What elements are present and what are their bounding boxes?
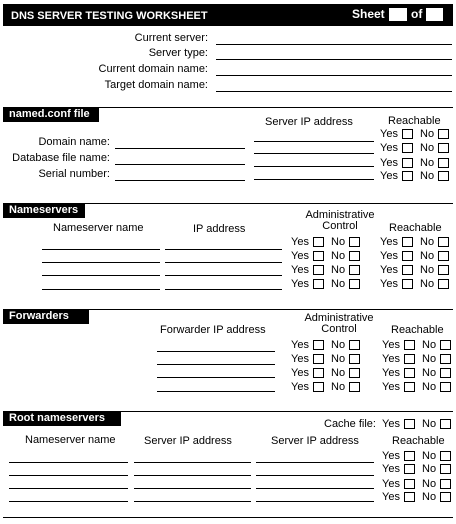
- yes-checkbox[interactable]: [404, 419, 415, 429]
- ip-header: IP address: [193, 223, 246, 235]
- yes-checkbox[interactable]: [404, 368, 415, 378]
- yes-label: Yes: [380, 236, 398, 248]
- root-ns-name-header: Nameserver name: [25, 434, 116, 446]
- yes-checkbox[interactable]: [404, 354, 415, 364]
- ns-ip-field[interactable]: [165, 275, 282, 276]
- yes-checkbox[interactable]: [402, 143, 413, 153]
- yes-checkbox[interactable]: [404, 340, 415, 350]
- no-label: No: [331, 236, 346, 248]
- server-ip-field[interactable]: [254, 141, 374, 142]
- root-ns-name-field[interactable]: [9, 488, 128, 489]
- server-ip-field[interactable]: [254, 179, 374, 180]
- sheet-total-field[interactable]: [426, 8, 443, 21]
- no-checkbox[interactable]: [349, 237, 360, 247]
- yes-label: Yes: [380, 250, 398, 262]
- no-checkbox[interactable]: [440, 419, 451, 429]
- admin-control-header-2: Control: [321, 323, 357, 335]
- no-checkbox[interactable]: [440, 340, 451, 350]
- ns-ip-field[interactable]: [165, 289, 282, 290]
- yes-label: Yes: [380, 142, 398, 154]
- no-label: No: [422, 450, 437, 462]
- yes-checkbox[interactable]: [404, 492, 415, 502]
- ns-name-field[interactable]: [42, 275, 160, 276]
- no-checkbox[interactable]: [349, 340, 360, 350]
- yes-checkbox[interactable]: [313, 368, 324, 378]
- no-checkbox[interactable]: [349, 354, 360, 364]
- no-label: No: [422, 491, 437, 503]
- ns-ip-field[interactable]: [165, 249, 282, 250]
- yes-label: Yes: [291, 353, 309, 365]
- no-label: No: [331, 339, 346, 351]
- reachable-header: Reachable: [391, 324, 444, 336]
- ns-name-header: Nameserver name: [53, 222, 144, 234]
- yes-label: Yes: [382, 339, 400, 351]
- reachable-header: Reachable: [392, 435, 445, 447]
- yes-label: Yes: [380, 128, 398, 140]
- yes-checkbox[interactable]: [402, 171, 413, 181]
- no-checkbox[interactable]: [349, 368, 360, 378]
- yes-label: Yes: [291, 250, 309, 262]
- reachable-header: Reachable: [389, 222, 442, 234]
- forwarder-ip-field[interactable]: [157, 391, 275, 392]
- reachable-header: Reachable: [388, 115, 441, 127]
- no-checkbox[interactable]: [349, 279, 360, 289]
- forwarder-ip-field[interactable]: [157, 364, 275, 365]
- no-checkbox[interactable]: [438, 129, 449, 139]
- forwarder-ip-header: Forwarder IP address: [160, 324, 266, 336]
- serial-label: Serial number:: [38, 168, 110, 180]
- yes-checkbox[interactable]: [404, 479, 415, 489]
- yes-label: Yes: [382, 367, 400, 379]
- yes-label: Yes: [382, 353, 400, 365]
- root-server-ip-field[interactable]: [134, 501, 251, 502]
- forwarder-ip-field[interactable]: [157, 351, 275, 352]
- no-label: No: [420, 250, 435, 262]
- no-checkbox[interactable]: [440, 354, 451, 364]
- yes-label: Yes: [291, 236, 309, 248]
- no-checkbox[interactable]: [440, 451, 451, 461]
- root-nameservers-title: Root nameservers: [3, 411, 121, 426]
- domain-name-field[interactable]: [115, 148, 245, 149]
- no-label: No: [331, 278, 346, 290]
- no-label: No: [420, 128, 435, 140]
- admin-control-header-1: Administrative: [305, 209, 375, 221]
- yes-checkbox[interactable]: [313, 237, 324, 247]
- yes-label: Yes: [291, 381, 309, 393]
- serial-field[interactable]: [115, 180, 245, 181]
- sheet-number-field[interactable]: [389, 8, 407, 21]
- yes-label: Yes: [380, 170, 398, 182]
- no-label: No: [331, 367, 346, 379]
- yes-checkbox[interactable]: [313, 354, 324, 364]
- named-conf-title: named.conf file: [3, 107, 99, 122]
- no-label: No: [422, 478, 437, 490]
- no-label: No: [422, 418, 437, 430]
- current-domain-field[interactable]: [216, 75, 452, 76]
- no-label: No: [331, 353, 346, 365]
- server-ip-field[interactable]: [254, 153, 374, 154]
- yes-label: Yes: [291, 278, 309, 290]
- target-domain-field[interactable]: [216, 91, 452, 92]
- yes-checkbox[interactable]: [402, 279, 413, 289]
- no-checkbox[interactable]: [438, 158, 449, 168]
- no-checkbox[interactable]: [440, 479, 451, 489]
- current-domain-label: Current domain name:: [98, 63, 208, 75]
- yes-checkbox[interactable]: [313, 382, 324, 392]
- no-label: No: [422, 463, 437, 475]
- forwarders-title: Forwarders: [3, 309, 89, 324]
- server-ip-header: Server IP address: [265, 116, 353, 128]
- no-checkbox[interactable]: [440, 368, 451, 378]
- sheet-label: Sheet: [352, 7, 385, 21]
- yes-checkbox[interactable]: [404, 451, 415, 461]
- yes-checkbox[interactable]: [402, 158, 413, 168]
- of-label: of: [411, 7, 423, 21]
- db-file-field[interactable]: [115, 164, 245, 165]
- no-checkbox[interactable]: [349, 382, 360, 392]
- page-title: DNS SERVER TESTING WORKSHEET: [11, 10, 208, 22]
- bottom-rule: [3, 517, 453, 518]
- no-label: No: [422, 353, 437, 365]
- yes-label: Yes: [382, 381, 400, 393]
- no-label: No: [420, 157, 435, 169]
- ns-name-field[interactable]: [42, 262, 160, 263]
- nameservers-title: Nameservers: [3, 203, 85, 218]
- no-label: No: [420, 236, 435, 248]
- root-server-ip-field[interactable]: [134, 462, 251, 463]
- no-label: No: [420, 142, 435, 154]
- no-checkbox[interactable]: [438, 265, 449, 275]
- ns-ip-field[interactable]: [165, 262, 282, 263]
- yes-checkbox[interactable]: [404, 382, 415, 392]
- root-server-ip-field[interactable]: [256, 475, 374, 476]
- no-checkbox[interactable]: [438, 171, 449, 181]
- root-server-ip-field[interactable]: [134, 475, 251, 476]
- yes-label: Yes: [291, 367, 309, 379]
- target-domain-label: Target domain name:: [104, 79, 208, 91]
- root-server-ip-field[interactable]: [256, 488, 374, 489]
- forwarder-ip-field[interactable]: [157, 377, 275, 378]
- no-label: No: [422, 381, 437, 393]
- no-label: No: [331, 381, 346, 393]
- root-server-ip-field[interactable]: [256, 501, 374, 502]
- yes-checkbox[interactable]: [402, 237, 413, 247]
- yes-label: Yes: [291, 264, 309, 276]
- admin-control-header-2: Control: [322, 220, 358, 232]
- cache-file-label: Cache file:: [324, 418, 376, 430]
- db-file-label: Database file name:: [12, 152, 110, 164]
- yes-label: Yes: [382, 418, 400, 430]
- root-server-ip-header-2: Server IP address: [271, 435, 359, 447]
- current-server-label: Current server:: [134, 32, 208, 44]
- no-checkbox[interactable]: [438, 237, 449, 247]
- yes-checkbox[interactable]: [402, 265, 413, 275]
- no-label: No: [420, 264, 435, 276]
- yes-checkbox[interactable]: [404, 464, 415, 474]
- yes-checkbox[interactable]: [402, 251, 413, 261]
- no-label: No: [420, 278, 435, 290]
- root-ns-name-field[interactable]: [9, 475, 128, 476]
- yes-checkbox[interactable]: [402, 129, 413, 139]
- no-checkbox[interactable]: [438, 279, 449, 289]
- admin-control-header-1: Administrative: [304, 312, 374, 324]
- server-ip-field[interactable]: [254, 166, 374, 167]
- yes-label: Yes: [382, 491, 400, 503]
- no-label: No: [422, 339, 437, 351]
- no-checkbox[interactable]: [438, 251, 449, 261]
- yes-checkbox[interactable]: [313, 279, 324, 289]
- yes-label: Yes: [382, 478, 400, 490]
- root-server-ip-field[interactable]: [134, 488, 251, 489]
- no-label: No: [331, 250, 346, 262]
- yes-label: Yes: [380, 264, 398, 276]
- no-checkbox[interactable]: [438, 143, 449, 153]
- server-type-field[interactable]: [216, 59, 452, 60]
- yes-label: Yes: [380, 157, 398, 169]
- no-label: No: [331, 264, 346, 276]
- no-checkbox[interactable]: [440, 492, 451, 502]
- no-checkbox[interactable]: [349, 251, 360, 261]
- ns-name-field[interactable]: [42, 289, 160, 290]
- server-type-label: Server type:: [148, 47, 208, 59]
- yes-label: Yes: [382, 463, 400, 475]
- no-label: No: [422, 367, 437, 379]
- domain-name-label: Domain name:: [38, 136, 110, 148]
- yes-checkbox[interactable]: [313, 251, 324, 261]
- root-server-ip-header-1: Server IP address: [144, 435, 232, 447]
- no-checkbox[interactable]: [440, 464, 451, 474]
- yes-checkbox[interactable]: [313, 265, 324, 275]
- current-server-field[interactable]: [216, 44, 452, 45]
- no-checkbox[interactable]: [440, 382, 451, 392]
- yes-label: Yes: [291, 339, 309, 351]
- ns-name-field[interactable]: [42, 249, 160, 250]
- no-checkbox[interactable]: [349, 265, 360, 275]
- root-ns-name-field[interactable]: [9, 501, 128, 502]
- yes-checkbox[interactable]: [313, 340, 324, 350]
- root-server-ip-field[interactable]: [256, 462, 374, 463]
- yes-label: Yes: [380, 278, 398, 290]
- no-label: No: [420, 170, 435, 182]
- yes-label: Yes: [382, 450, 400, 462]
- root-ns-name-field[interactable]: [9, 462, 128, 463]
